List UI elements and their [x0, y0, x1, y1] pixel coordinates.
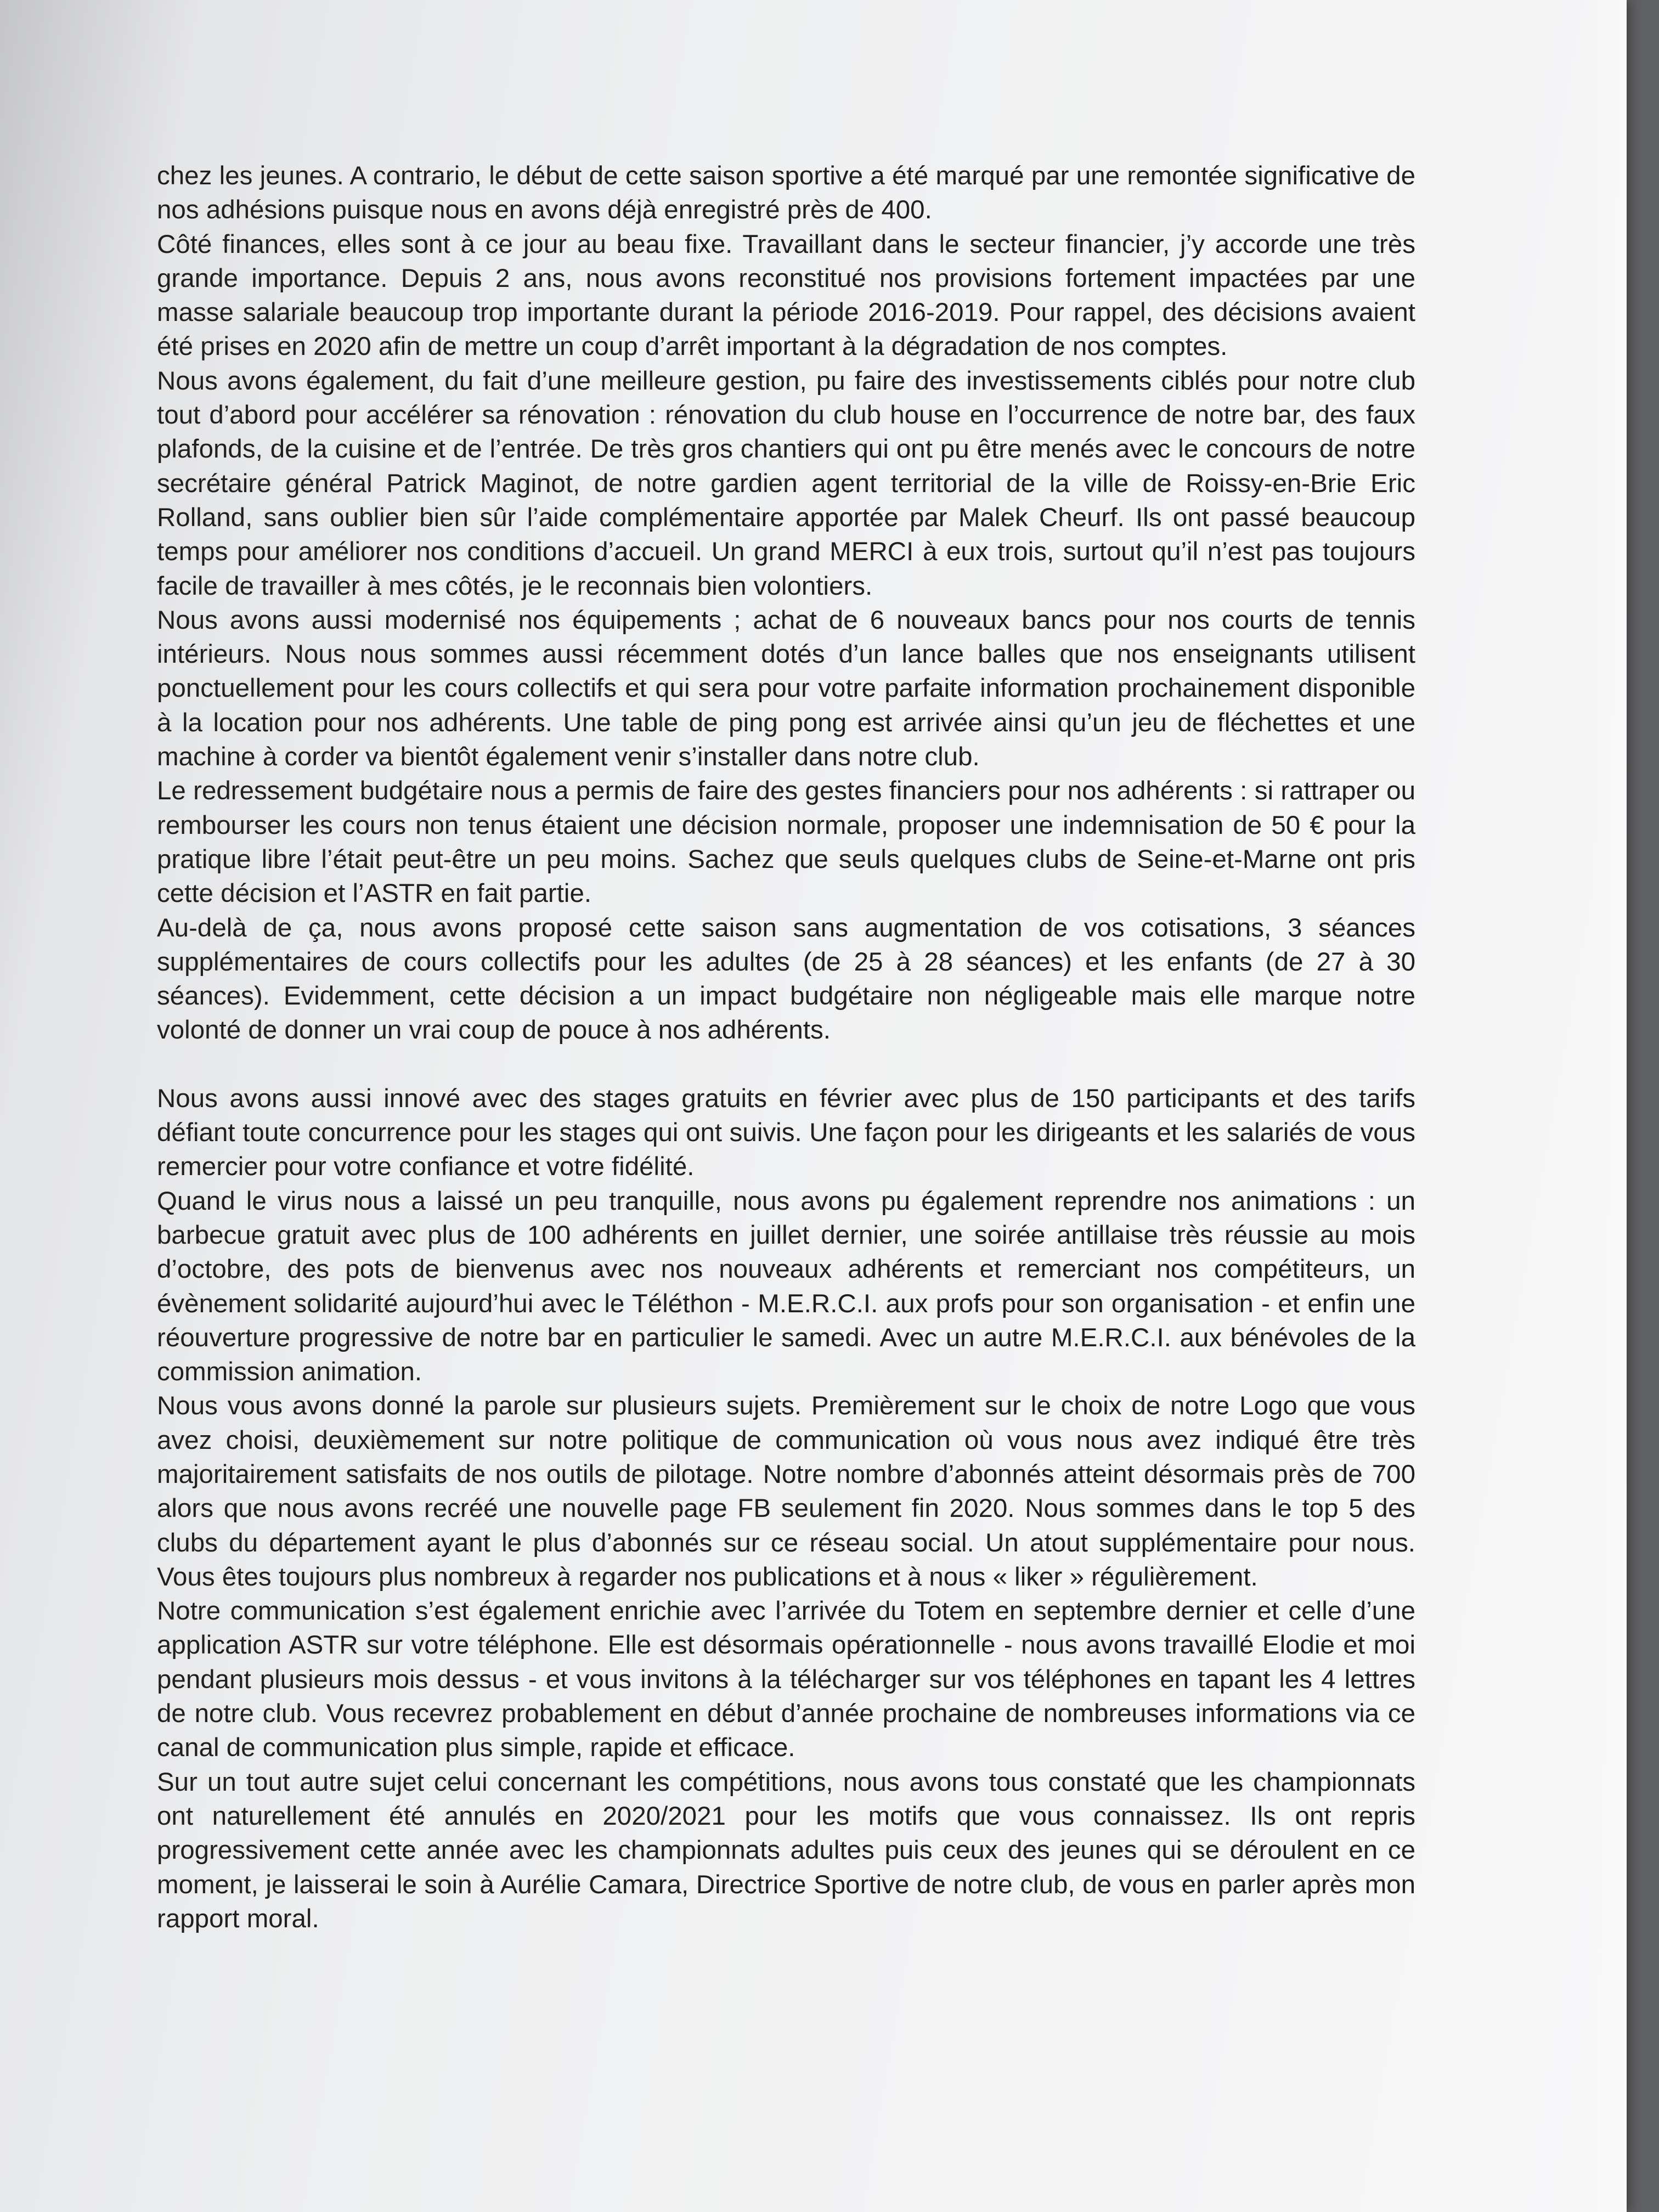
paragraph-animations: Quand le virus nous a laissé un peu tranquille, nous avons pu également reprendre nos animations : un barbecue gratuit avec plus de 100 adhérents en juillet dernier, une soirée antillaise très réussie au mois d’octobre, des pots de bienvenus avec nos nouveaux adhérents et remerciant nos compétiteurs, un évènement solidarité aujourd’hui avec le Téléthon - M.E.R.C.I. aux profs pour son organisation - et enfin une réouverture progressive de notre bar en particulier le samedi. Avec un autre M.E.R.C.I. aux bénévoles de la commission animation.	[157, 1186, 1415, 1387]
paragraph-adhesions: chez les jeunes. A contrario, le début de cette saison sportive a été marqué par une remontée significative de nos adhésions puisque nous en avons déjà enregistré près de 400.	[157, 161, 1415, 225]
paragraph-finances: Côté finances, elles sont à ce jour au beau fixe. Travaillant dans le secteur financier, j’y accorde une très grande importance. Depuis 2 ans, nous avons reconstitué nos provisions fortement impactées par une masse salariale beaucoup trop importante durant la période 2016-2019. Pour rappel, des décisions avaient été prises en 2020 afin de mettre un coup d’arrêt important à la dégradation de nos comptes.	[157, 229, 1415, 362]
paragraph-renovation: Nous avons également, du fait d’une meilleure gestion, pu faire des investissements ciblés pour notre club tout d’abord pour accélérer sa rénovation : rénovation du club house en l’occurrence de notre bar, des faux plafonds, de la cuisine et de l’entrée. De très gros chantiers qui ont pu être menés avec le concours de notre secrétaire général Patrick Maginot, de notre gardien agent territorial de la ville de Roissy-en-Brie Eric Rolland, sans oublier bien sûr l’aide complémentaire apportée par Malek Cheurf. Ils ont passé beaucoup temps pour améliorer nos conditions d’accueil. Un grand MERCI à eux trois, surtout qu’il n’est pas toujours facile de travailler à mes côtés, je le reconnais bien volontiers.	[157, 366, 1415, 601]
paragraph-seances-supplementaires: Au-delà de ça, nous avons proposé cette saison sans augmentation de vos cotisations, 3 séances supplémentaires de cours collectifs pour les adultes (de 25 à 28 séances) et les enfants (de 27 à 30 séances). Evidemment, cette décision a un impact budgétaire non négligeable mais elle marque notre volonté de donner un vrai coup de pouce à nos adhérents.	[157, 913, 1415, 1045]
paragraph-stages-gratuits: Nous avons aussi innové avec des stages gratuits en février avec plus de 150 participants et des tarifs défiant toute concurrence pour les stages qui ont suivis. Une façon pour les dirigeants et les salariés de vous remercier pour votre confiance et votre fidélité.	[157, 1084, 1415, 1182]
paragraph-gestes-financiers: Le redressement budgétaire nous a permis de faire des gestes financiers pour nos adhérents : si rattraper ou rembourser les cours non tenus étaient une décision normale, proposer une indemnisation de 50 € pour la pratique libre l’était peut-être un peu moins. Sachez que seuls quelques clubs de Seine-et-Marne ont pris cette décision et l’ASTR en fait partie.	[157, 776, 1415, 909]
paragraph-communication: Notre communication s’est également enrichie avec l’arrivée du Totem en septembre dernier et celle d’une application ASTR sur votre téléphone. Elle est désormais opérationnelle - nous avons travaillé Elodie et moi pendant plusieurs mois dessus - et vous invitons à la télécharger sur vos téléphones en tapant les 4 lettres de notre club. Vous recevrez probablement en début d’année prochaine de nombreuses informations via ce canal de communication plus simple, rapide et efficace.	[157, 1596, 1415, 1763]
paper-edge-highlight	[1588, 0, 1627, 2212]
paragraph-parole-sujets: Nous vous avons donné la parole sur plusieurs sujets. Premièrement sur le choix de notre Logo que vous avez choisi, deuxièmement sur notre politique de communication où vous nous avez indiqué être très majoritairement satisfaits de nos outils de pilotage. Notre nombre d’abonnés atteint désormais près de 700 alors que nous avons recréé une nouvelle page FB seulement fin 2020. Nous sommes dans le top 5 des clubs du département ayant le plus d’abonnés sur ce réseau social. Un atout supplémentaire pour nous. Vous êtes toujours plus nombreux à regarder nos publications et à nous « liker » régulièrement.	[157, 1391, 1415, 1592]
document-body	[157, 159, 1415, 1936]
paragraph-equipements: Nous avons aussi modernisé nos équipements ; achat de 6 nouveaux bancs pour nos courts de tennis intérieurs. Nous nous sommes aussi récemment dotés d’un lance balles que nos enseignants utilisent ponctuellement pour les cours collectifs et qui sera pour votre parfaite information prochainement disponible à la location pour nos adhérents. Une table de ping pong est arrivée ainsi qu’un jeu de fléchettes et une machine à corder va bientôt également venir s’installer dans notre club.	[157, 605, 1415, 772]
paragraph-competitions: Sur un tout autre sujet celui concernant les compétitions, nous avons tous constaté que les championnats ont naturellement été annulés en 2020/2021 pour les motifs que vous connaissez. Ils ont repris progressivement cette année avec les championnats adultes puis ceux des jeunes qui se déroulent en ce moment, je laisserai le soin à Aurélie Camara, Directrice Sportive de notre club, de vous en parler après mon rapport moral.	[157, 1767, 1415, 1933]
